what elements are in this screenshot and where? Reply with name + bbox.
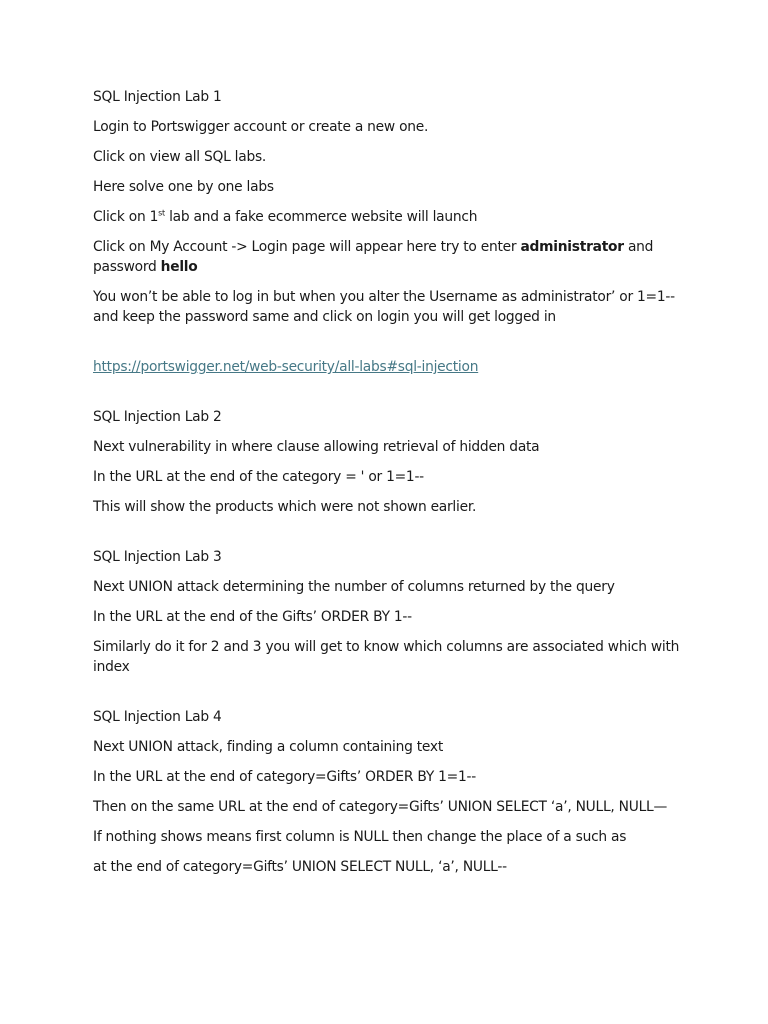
portswigger-labs-link-paragraph — [93, 357, 683, 377]
lab4-step-1: Next UNION attack, finding a column containing text — [93, 739, 443, 755]
lab1-step-4-pre: Click on 1 — [93, 209, 159, 225]
spacer — [93, 387, 683, 407]
document-body — [93, 87, 683, 887]
lab4-title: SQL Injection Lab 4 — [93, 709, 222, 725]
lab4-step-3: Then on the same URL at the end of category=Gifts’ UNION SELECT ‘a’, NULL, NULL— — [93, 799, 668, 815]
lab3-step-3: Similarly do it for 2 and 3 you will get to know which columns are associated which with index — [93, 639, 680, 675]
spacer — [93, 337, 683, 357]
lab3-step-2: In the URL at the end of the Gifts’ ORDER BY 1-- — [93, 609, 412, 625]
lab1-step-1: Login to Portswigger account or create a new one. — [93, 119, 429, 135]
lab1-step-5-pre: Click on My Account -> Login page will appear here try to enter — [93, 239, 521, 255]
lab1-step-5 — [93, 237, 683, 277]
lab1-step-4-post: lab and a fake ecommerce website will launch — [164, 209, 478, 225]
lab1-step-5-mid: and password — [93, 239, 654, 275]
lab2-step-2: In the URL at the end of the category = ' or 1=1-- — [93, 469, 424, 485]
lab1-step-5-username: administrator — [520, 239, 624, 255]
lab1-step-5-password: hello — [160, 259, 198, 275]
lab3-step-1: Next UNION attack determining the number of columns returned by the query — [93, 579, 615, 595]
lab1-step-6: You won’t be able to log in but when you alter the Username as administrator’ or 1=1-- and keep the password same and click on login you will get logged in — [93, 289, 675, 325]
lab1-step-4-sup: st — [158, 208, 165, 218]
lab1-step-2: Click on view all SQL labs. — [93, 149, 267, 165]
lab1-step-4 — [93, 207, 683, 227]
lab2-step-3: This will show the products which were not shown earlier. — [93, 499, 477, 515]
portswigger-labs-link[interactable]: https://portswigger.net/web-security/all-labs#sql-injection — [93, 359, 479, 375]
spacer — [93, 687, 683, 707]
lab1-step-3: Here solve one by one labs — [93, 179, 274, 195]
lab2-step-1: Next vulnerability in where clause allowing retrieval of hidden data — [93, 439, 540, 455]
lab4-step-5: at the end of category=Gifts’ UNION SELECT NULL, ‘a’, NULL-- — [93, 859, 507, 875]
lab1-title: SQL Injection Lab 1 — [93, 89, 222, 105]
lab2-title: SQL Injection Lab 2 — [93, 409, 222, 425]
lab4-step-2: In the URL at the end of category=Gifts’ ORDER BY 1=1-- — [93, 769, 476, 785]
lab3-title: SQL Injection Lab 3 — [93, 549, 222, 565]
lab4-step-4: If nothing shows means first column is NULL then change the place of a such as — [93, 829, 627, 845]
spacer — [93, 527, 683, 547]
